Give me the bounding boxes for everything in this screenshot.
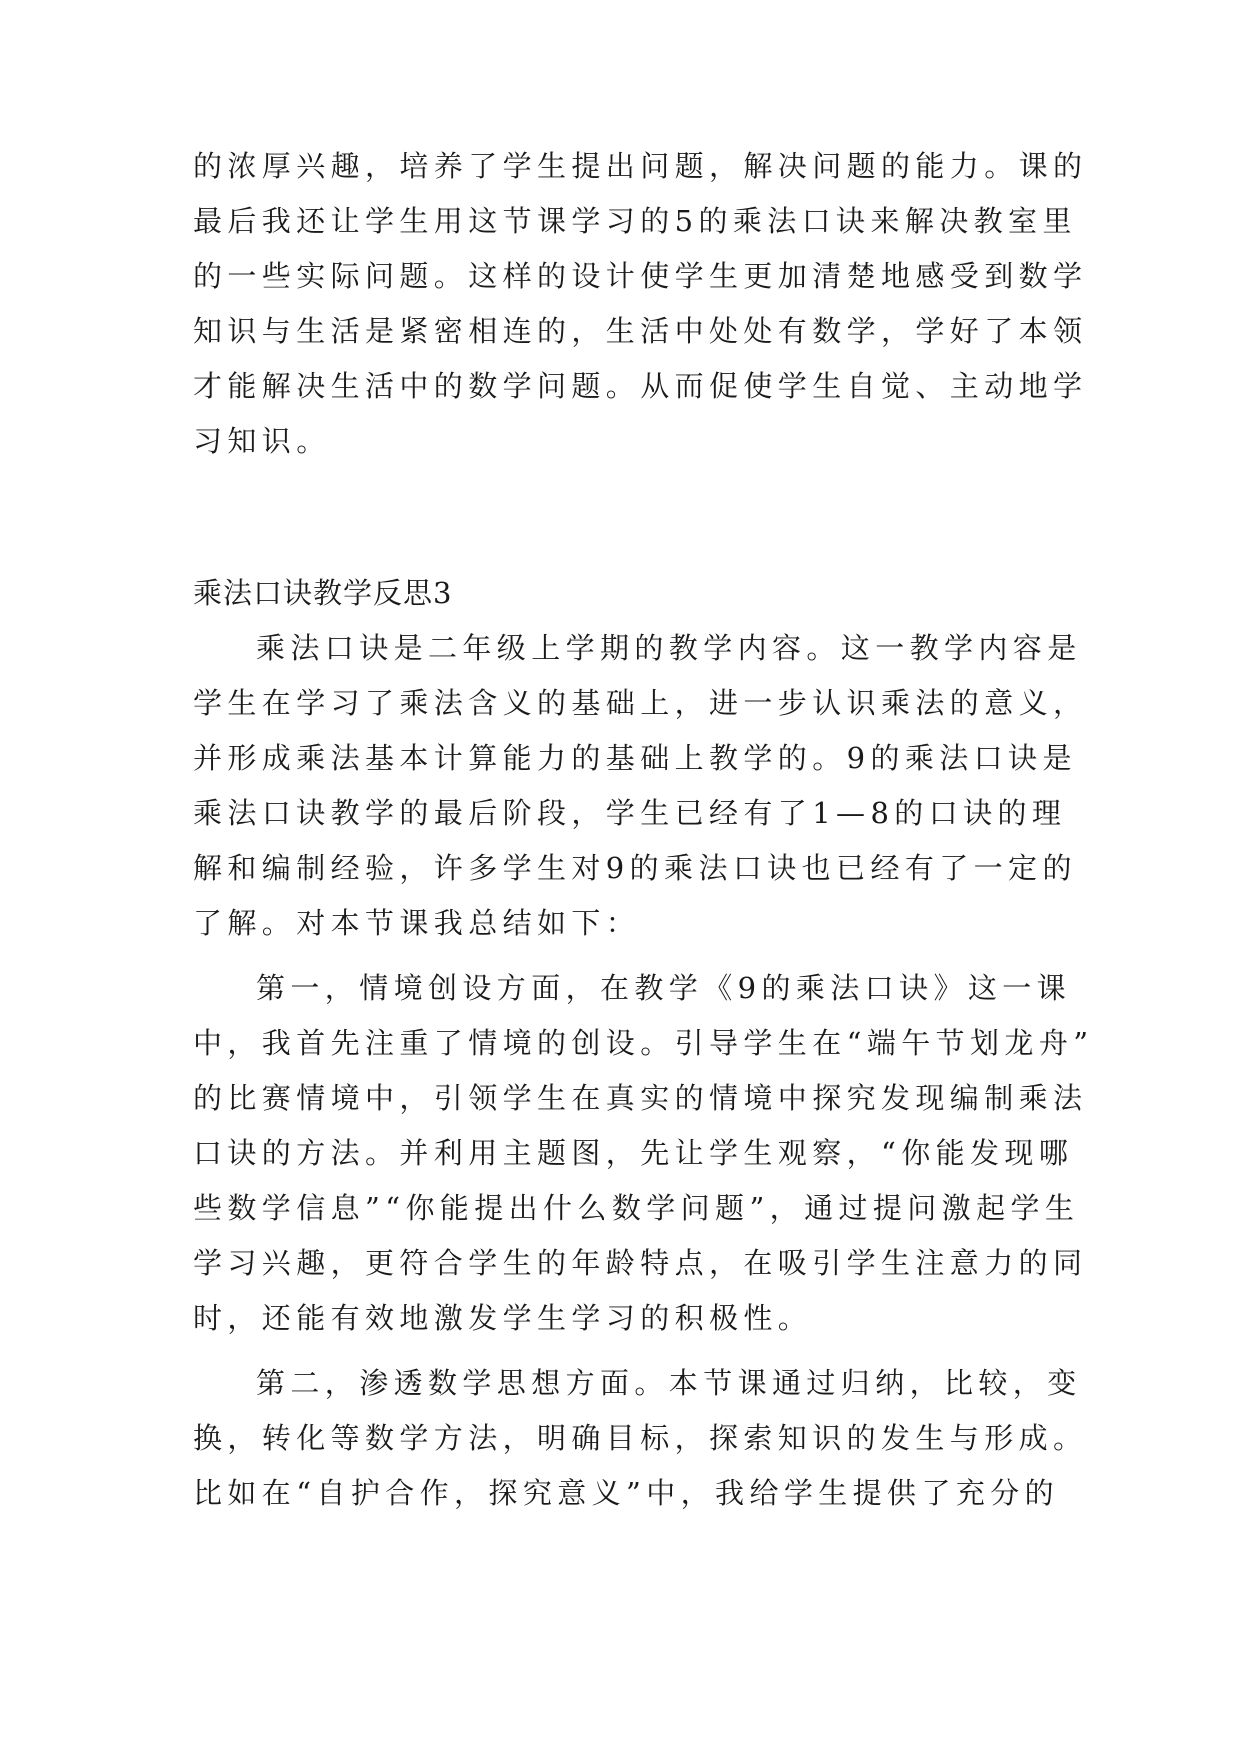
text-line: 解和编制经验，许多学生对9的乘法口诀也已经有了一定的	[193, 851, 1077, 885]
text-line: 才能解决生活中的数学问题。从而促使学生自觉、主动地学	[193, 369, 1088, 403]
text-line: 换，转化等数学方法，明确目标，探索知识的发生与形成。	[193, 1421, 1088, 1455]
section-heading: 乘法口诀教学反思3	[193, 576, 453, 610]
text-line: 了解。对本节课我总结如下：	[193, 906, 641, 940]
text-line: 乘法口诀教学的最后阶段，学生已经有了1—8的口诀的理	[193, 796, 1067, 830]
text-line: 最后我还让学生用这节课学习的5的乘法口诀来解决教室里	[193, 204, 1077, 238]
text-line: 并形成乘法基本计算能力的基础上教学的。9的乘法口诀是	[193, 741, 1077, 775]
text-line: 时，还能有效地激发学生学习的积极性。	[193, 1301, 813, 1335]
text-line: 第一，情境创设方面，在教学《9的乘法口诀》这一课	[256, 971, 1072, 1005]
text-line: 些数学信息”“你能提出什么数学问题”，通过提问激起学生	[193, 1191, 1080, 1225]
text-line: 的浓厚兴趣，培养了学生提出问题，解决问题的能力。课的	[193, 149, 1088, 183]
text-line: 的一些实际问题。这样的设计使学生更加清楚地感受到数学	[193, 259, 1088, 293]
text-line: 中，我首先注重了情境的创设。引导学生在“端午节划龙舟”	[193, 1026, 1094, 1060]
text-line: 习知识。	[193, 424, 331, 458]
text-line: 第二，渗透数学思想方面。本节课通过归纳，比较，变	[256, 1366, 1082, 1400]
text-line: 学习兴趣，更符合学生的年龄特点，在吸引学生注意力的同	[193, 1246, 1088, 1280]
text-line: 知识与生活是紧密相连的，生活中处处有数学，学好了本领	[193, 314, 1088, 348]
text-line: 学生在学习了乘法含义的基础上，进一步认识乘法的意义，	[193, 686, 1088, 720]
text-line: 乘法口诀是二年级上学期的教学内容。这一教学内容是	[256, 631, 1082, 665]
text-line: 比如在“自护合作，探究意义”中，我给学生提供了充分的	[193, 1476, 1060, 1510]
text-line: 的比赛情境中，引领学生在真实的情境中探究发现编制乘法	[193, 1081, 1088, 1115]
text-line: 口诀的方法。并利用主题图，先让学生观察，“你能发现哪	[193, 1136, 1074, 1170]
